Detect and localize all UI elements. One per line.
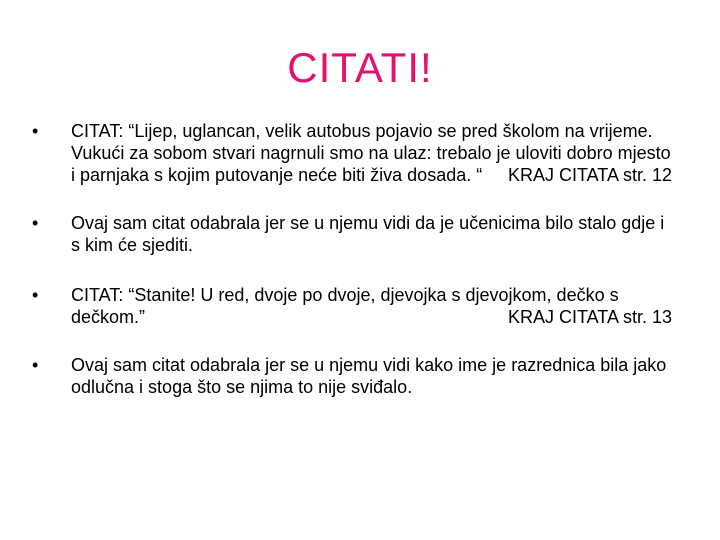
bullet-icon: • [32,285,39,305]
quote-end-marker: KRAJ CITATA str. 12 [507,165,672,185]
list-item [32,354,672,398]
comment-paragraph [71,212,672,256]
quote-paragraph [71,120,672,186]
quote-text: CITAT: “Stanite! U red, dvoje po dvoje, djevojka s djevojkom, dečko s dečkom.” [71,285,619,327]
slide-title: CITATI! [287,44,433,91]
quote-text: CITAT: “Lijep, uglancan, velik autobus pojavio se pred školom na vrijeme. Vukući za sobom stvari nagrnuli smo na ulaz: trebalo je uloviti dobro mjesto i parnjaka s kojim putovanje neće biti živa dosada. “ [71,121,671,185]
quote-paragraph [71,284,672,328]
bullet-icon: • [32,121,39,141]
bullet-icon: • [32,213,39,233]
bullet-icon: • [32,355,39,375]
comment-paragraph [71,354,672,398]
list-item [32,284,672,328]
comment-text: Ovaj sam citat odabrala jer se u njemu vidi kako ime je razrednica bila jako odlučna i stoga što se njima to nije sviđalo. [71,355,667,397]
list-item [32,212,672,256]
quote-end-marker: KRAJ CITATA str. 13 [507,307,672,327]
comment-text: Ovaj sam citat odabrala jer se u njemu vidi da je učenicima bilo stalo gdje i s kim će sjediti. [71,213,665,255]
list-item [32,120,672,186]
bullet-list [32,120,672,422]
